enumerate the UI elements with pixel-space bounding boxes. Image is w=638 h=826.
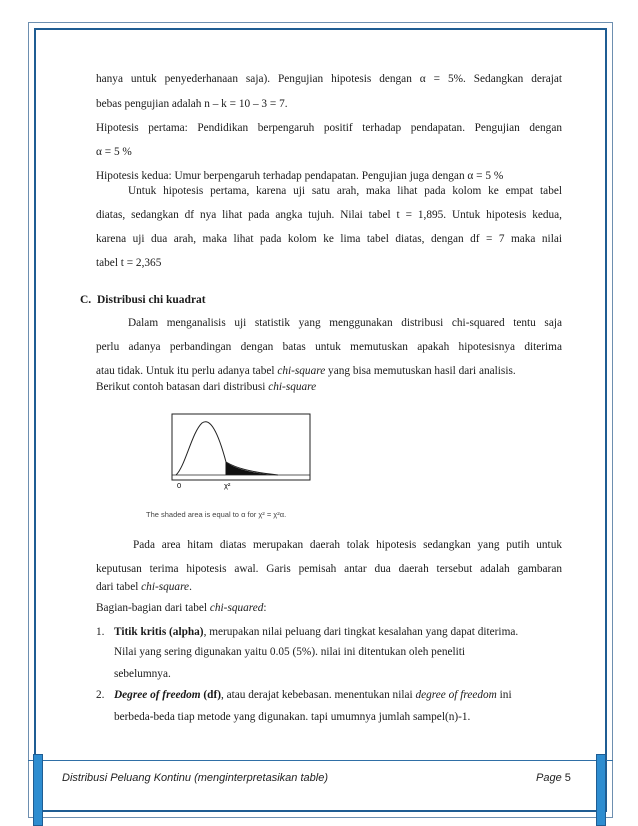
list-item-number: 1. [96,626,105,638]
text-line: α = 5 % [96,146,132,158]
text-line: Untuk hipotesis pertama, karena uji satu arah, maka lihat pada kolom ke empat tabel [128,185,562,197]
footer-title: Distribusi Peluang Kontinu (menginterpretasikan table) [62,772,328,784]
footer-bar-right [596,754,606,826]
text-line: Berikut contoh batasan dari distribusi chi-square [96,381,317,393]
text-line: Hipotesis kedua: Umur berpengaruh terhadap pendapatan. Pengujian juga dengan α = 5 % [96,170,504,182]
text-line: karena uji dua arah, maka lihat pada kolom ke lima tabel diatas, dengan df = 7 maka nilai [96,233,562,245]
text-line: hanya untuk penyederhanaan saja). Pengujian hipotesis dengan α = 5%. Sedangkan derajat [96,73,562,85]
chi-square-figure [140,412,312,524]
text-line: Hipotesis pertama: Pendidikan berpengaruh positif terhadap pendapatan. Pengujian dengan [96,122,562,134]
page-label: Page [536,772,562,784]
axis-label-chi: χ² [224,481,231,490]
section-label: C. [80,294,92,306]
text-line: tabel t = 2,365 [96,257,162,269]
text-line: bebas pengujian adalah n – k = 10 – 3 = 7. [96,98,288,110]
list-item: Titik kritis (alpha), merupakan nilai peluang dari tingkat kesalahan yang dapat diterima. [114,626,519,638]
footer-rule [28,760,613,761]
text-line: sebelumnya. [114,668,171,680]
text-line: diatas, sedangkan df nya lihat pada angka tujuh. Nilai tabel t = 1,895. Untuk hipotesis kedua, [96,209,562,221]
section-heading [80,294,206,306]
footer-page [536,772,571,784]
text-line: dari tabel chi-square. [96,581,192,593]
page-number: 5 [564,772,571,784]
list-item-number: 2. [96,689,105,701]
chi-square-chart [140,412,312,512]
text-line: atau tidak. Untuk itu perlu adanya tabel chi-square yang bisa memutuskan hasil dari analisis. [96,365,516,377]
text-line: Nilai yang sering digunakan yaitu 0.05 (5%). nilai ini ditentukan oleh peneliti [114,646,466,658]
figure-caption: The shaded area is equal to α for χ² = χ²α. [146,510,287,519]
text-line: berbeda-beda tiap metode yang digunakan. tapi umumnya jumlah sampel(n)-1. [114,711,471,723]
axis-label-zero: 0 [177,481,182,490]
text-line: perlu adanya perbandingan dengan batas untuk memutuskan apakah hipotesisnya diterima [96,341,562,353]
text-line: Pada area hitam diatas merupakan daerah tolak hipotesis sedangkan yang putih untuk [133,539,562,551]
footer-bar-left [33,754,43,826]
text-line: Dalam menganalisis uji statistik yang menggunakan distribusi chi-squared tentu saja [128,317,562,329]
section-title: Distribusi chi kuadrat [97,294,206,306]
text-line: Bagian-bagian dari tabel chi-squared: [96,602,267,614]
list-item: Degree of freedom (df), atau derajat kebebasan. menentukan nilai degree of freedom ini [114,689,512,701]
text-line: keputusan terima hipotesis awal. Garis pemisah antar dua daerah tersebut adalah gambaran [96,563,562,575]
